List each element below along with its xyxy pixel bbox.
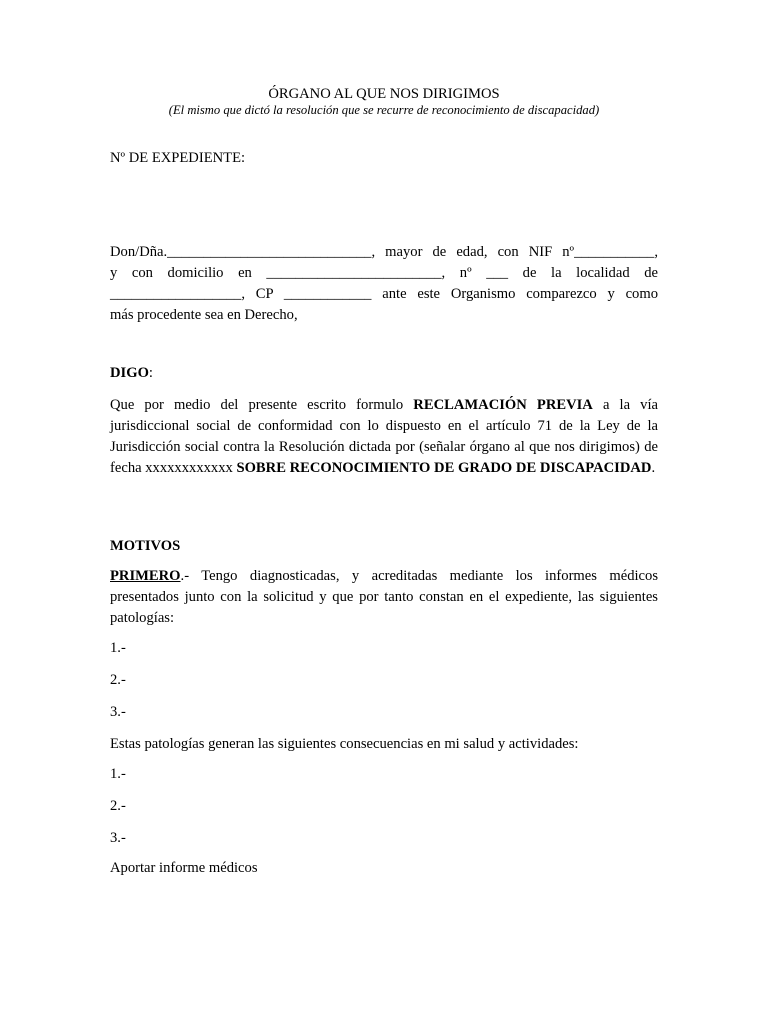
reclamacion-bold-2: SOBRE RECONOCIMIENTO DE GRADO DE DISCAPACIDAD (236, 460, 652, 476)
document-subtitle: (El mismo que dictó la resolución que se recurre de reconocimiento de discapacidad) (168, 103, 600, 117)
comparecencia-line-2: y con domicilio en ________________________, nº ___ de la localidad de (110, 265, 658, 281)
patologia-item: 3.- (110, 704, 126, 720)
reclamacion-paragraph (110, 395, 658, 479)
aportar-informes: Aportar informe médicos (110, 860, 258, 876)
consecuencia-item: 3.- (110, 830, 126, 846)
comparecencia-line-1: Don/Dña.____________________________, mayor de edad, con NIF nº___________, (110, 244, 658, 260)
document-title: ÓRGANO AL QUE NOS DIRIGIMOS (268, 86, 500, 102)
motivos-heading (110, 536, 658, 557)
digo-colon: : (148, 365, 153, 381)
reclamacion-text-1: Que por medio del presente escrito formulo (110, 397, 414, 413)
document-page (110, 0, 658, 1024)
reclamacion-end: . (651, 460, 656, 476)
comparecencia-paragraph (110, 242, 658, 326)
consecuencia-item: 1.- (110, 766, 126, 782)
primero-label: PRIMERO (110, 568, 181, 584)
digo-heading (110, 363, 658, 384)
digo-label: DIGO (110, 365, 149, 381)
expediente-label: Nº DE EXPEDIENTE: (110, 150, 246, 166)
comparecencia-line-3: __________________, CP ____________ ante este Organismo comparezco y como (110, 286, 658, 302)
consecuencia-item: 2.- (110, 798, 126, 814)
primero-paragraph (110, 566, 658, 629)
reclamacion-bold-1: RECLAMACIÓN PREVIA (413, 397, 593, 413)
primero-text: .- Tengo diagnosticadas, y acreditadas mediante los informes médicos presentados junto con la solicitud y que por tanto constan en el expediente, las siguientes patologías: (110, 568, 658, 626)
patologia-item: 1.- (110, 640, 126, 656)
consecuencias-intro: Estas patologías generan las siguientes consecuencias en mi salud y actividades: (110, 736, 579, 752)
motivos-label: MOTIVOS (110, 538, 181, 554)
comparecencia-line-4: más procedente sea en Derecho, (110, 307, 298, 323)
patologia-item: 2.- (110, 672, 126, 688)
reclamacion-text-2: a la vía jurisdiccional social de conformidad con lo dispuesto en el artículo 71 de la Ley de la Jurisdicción social contra la Resolución dictada por (señalar órgano al que nos dirigimos) de fecha xxxxxxxxxxxx (110, 397, 658, 476)
